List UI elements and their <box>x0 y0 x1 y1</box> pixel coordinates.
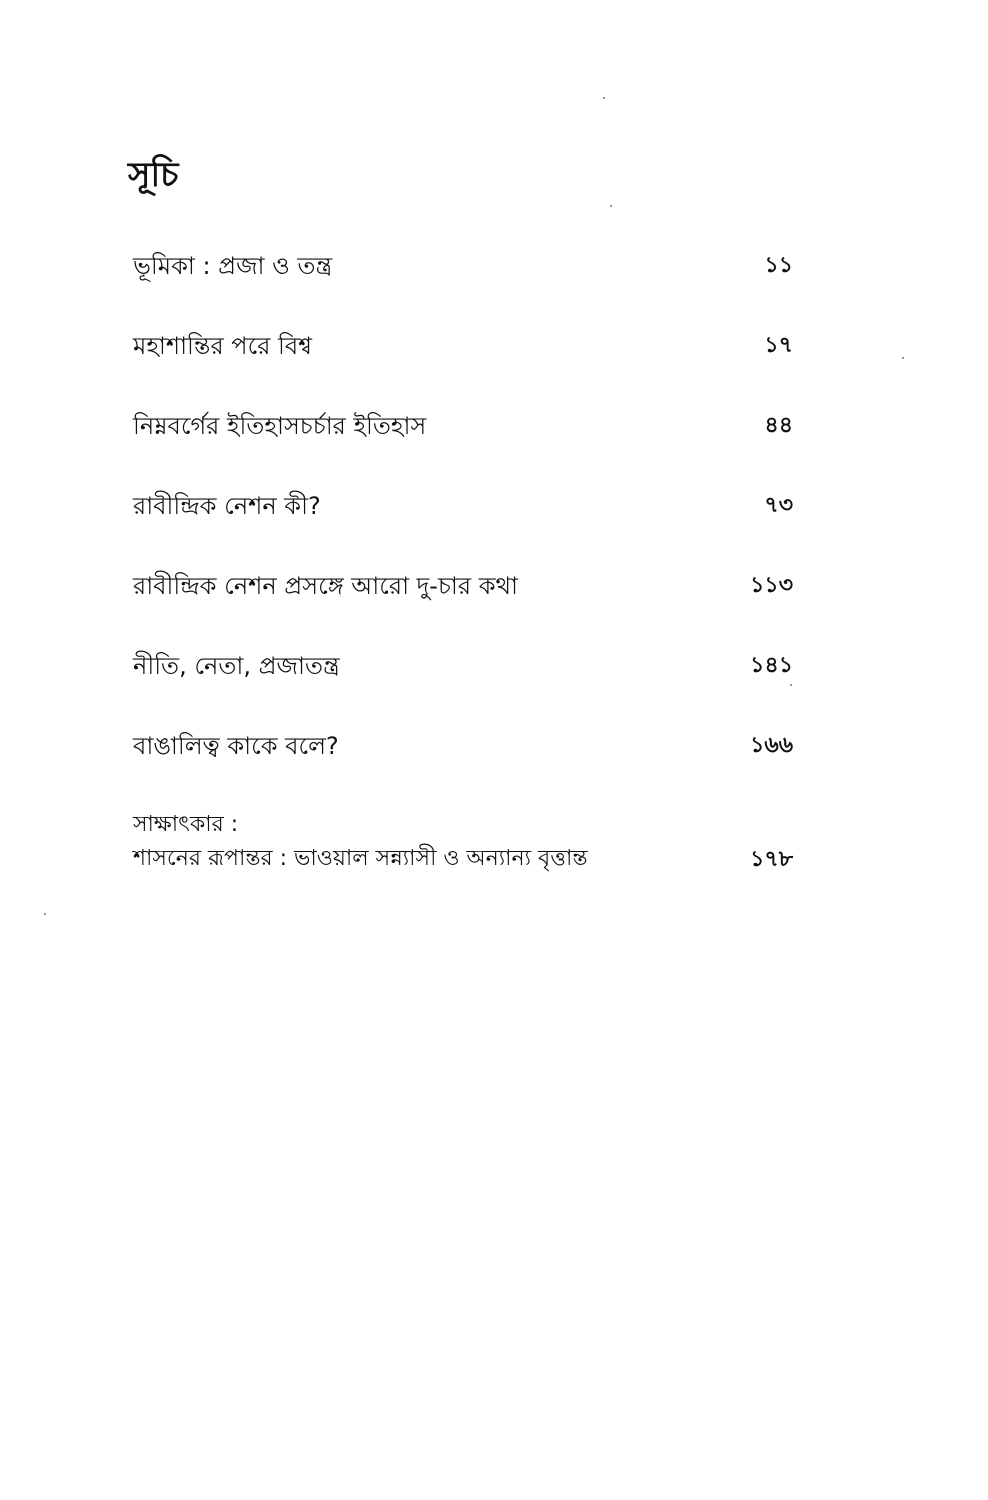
toc-entry-title: নীতি, নেতা, প্রজাতন্ত্র <box>133 652 340 680</box>
toc-entry <box>133 488 793 568</box>
toc-entry <box>133 568 793 648</box>
toc-entry-interview <box>133 808 793 898</box>
page-title: সূচি <box>128 155 179 195</box>
toc-section-label: সাক্ষাৎকার : <box>133 812 239 837</box>
print-speck <box>610 205 612 207</box>
table-of-contents <box>133 248 793 898</box>
print-speck <box>902 357 904 359</box>
toc-entry <box>133 728 793 808</box>
toc-entry-title: মহাশান্তির পরে বিশ্ব <box>133 332 312 360</box>
print-speck <box>44 913 46 915</box>
toc-entry-page-number: ৭৩ <box>764 493 793 518</box>
toc-entry-page-number: ১১৩ <box>750 573 793 598</box>
toc-entry-page-number: ১৬৬ <box>750 733 793 758</box>
toc-entry <box>133 248 793 328</box>
toc-entry-page-number: ৪৪ <box>764 413 793 438</box>
toc-entry-title-group <box>133 808 588 876</box>
print-speck <box>603 97 605 99</box>
toc-entry-title: শাসনের রূপান্তর : ভাওয়াল সন্ন্যাসী ও অন্যান্য বৃত্তান্ত <box>133 846 588 871</box>
toc-entry-title: রাবীন্দ্রিক নেশন প্রসঙ্গে আরো দু-চার কথা <box>133 572 518 600</box>
toc-entry-title: নিম্নবর্গের ইতিহাসচর্চার ইতিহাস <box>133 412 427 440</box>
toc-entry <box>133 328 793 408</box>
toc-entry-page-number: ১১ <box>764 253 793 278</box>
toc-entry-page-number: ১৪১ <box>750 653 793 678</box>
toc-entry-title: ভূমিকা : প্রজা ও তন্ত্র <box>133 252 333 280</box>
toc-entry-page-number: ১৭৮ <box>750 847 793 872</box>
toc-entry <box>133 648 793 728</box>
toc-entry-title: বাঙালিত্ব কাকে বলে? <box>133 732 339 760</box>
toc-entry-page-number: ১৭ <box>764 333 793 358</box>
print-speck <box>790 684 792 686</box>
toc-entry-title: রাবীন্দ্রিক নেশন কী? <box>133 492 321 520</box>
toc-entry <box>133 408 793 488</box>
